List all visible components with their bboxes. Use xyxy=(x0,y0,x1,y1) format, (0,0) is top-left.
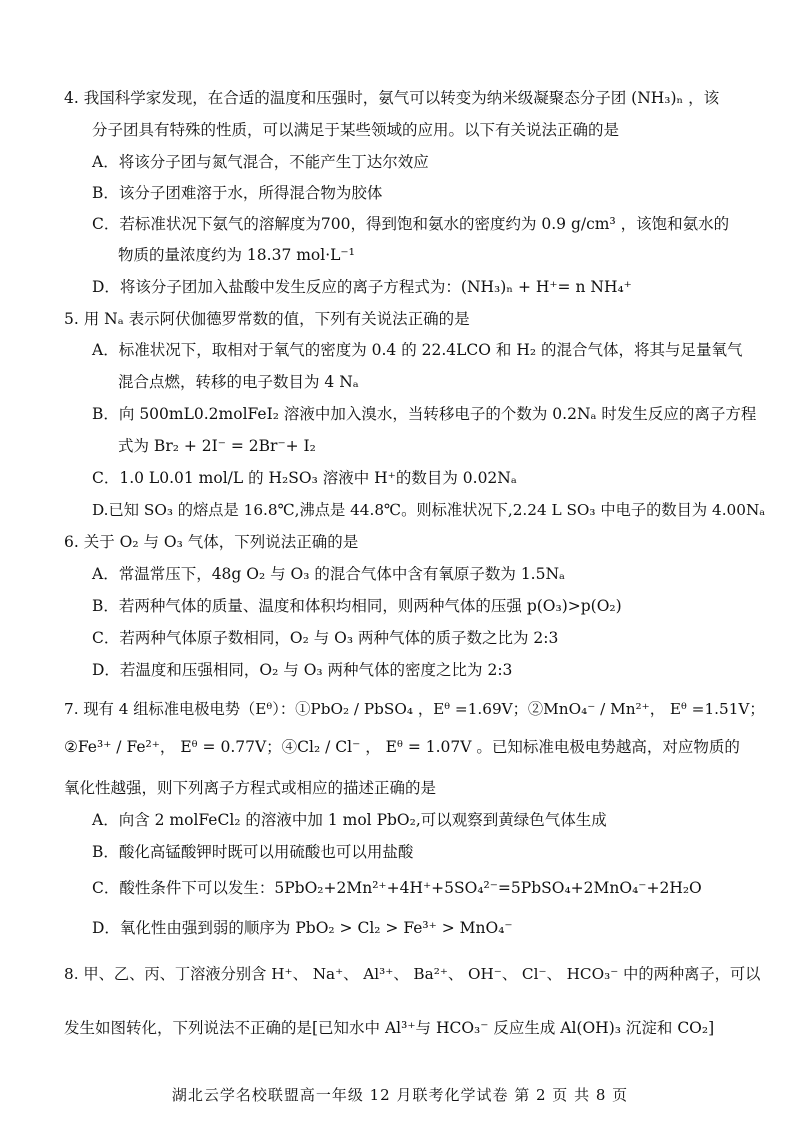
q5-option-a-line2: 混合点燃，转移的电子数目为 4 Nₐ xyxy=(118,373,359,391)
q5-stem: 5. 用 Nₐ 表示阿伏伽德罗常数的值，下列有关说法正确的是 xyxy=(64,310,470,328)
q5-option-a-line1: A．标准状况下，取相对于氧气的密度为 0.4 的 22.4LCO 和 H₂ 的混合气体，将其与足量氧气 xyxy=(92,341,743,359)
q4-stem-line1: 4. 我国科学家发现，在合适的温度和压强时，氨气可以转变为纳米级凝聚态分子团 (NH₃)ₙ ，该 xyxy=(64,89,720,107)
q6-option-c: C．若两种气体原子数相同，O₂ 与 O₃ 两种气体的质子数之比为 2:3 xyxy=(92,629,559,647)
q7-option-a: A．向含 2 molFeCl₂ 的溶液中加 1 mol PbO₂,可以观察到黄绿色气体生成 xyxy=(92,811,607,829)
q4-option-a: A．将该分子团与氮气混合，不能产生丁达尔效应 xyxy=(92,153,429,171)
q4-option-c-line1: C．若标准状况下氨气的溶解度为700，得到饱和氨水的密度约为 0.9 g/cm³ ，该饱和氨水的 xyxy=(92,215,730,233)
page-footer: 湖北云学名校联盟高一年级 12 月联考化学试卷 第 2 页 共 8 页 xyxy=(171,1086,629,1104)
q7-stem-line2: ②Fe³⁺ / Fe²⁺， Eᶿ = 0.77V；④Cl₂ / Cl⁻ ， Eᶿ = 1.07V 。已知标准电极电势越高，对应物质的 xyxy=(64,738,740,756)
q7-option-c: C．酸性条件下可以发生：5PbO₂+2Mn²⁺+4H⁺+5SO₄²⁻=5PbSO₄+2MnO₄⁻+2H₂O xyxy=(92,879,702,897)
q5-option-b-line2: 式为 Br₂ + 2I⁻ = 2Br⁻+ I₂ xyxy=(118,437,316,455)
q6-option-b: B．若两种气体的质量、温度和体积均相同，则两种气体的压强 p(O₃)>p(O₂) xyxy=(92,597,622,615)
q6-stem: 6. 关于 O₂ 与 O₃ 气体，下列说法正确的是 xyxy=(64,533,359,551)
q5-option-c: C．1.0 L0.01 mol/L 的 H₂SO₃ 溶液中 H⁺的数目为 0.02Nₐ xyxy=(92,469,517,487)
q4-option-d: D．将该分子团加入盐酸中发生反应的离子方程式为：(NH₃)ₙ + H⁺= n NH₄⁺ xyxy=(92,278,632,296)
q8-stem-line1: 8. 甲、乙、丙、丁溶液分别含 H⁺、 Na⁺、 Al³⁺、 Ba²⁺、 OH⁻、 Cl⁻、 HCO₃⁻ 中的两种离子，可以 xyxy=(64,965,761,983)
q4-option-c-line2: 物质的量浓度约为 18.37 mol·L⁻¹ xyxy=(118,246,355,264)
q7-stem-line1: 7. 现有 4 组标准电极电势（Eᶿ）：①PbO₂ / PbSO₄ ，Eᶿ =1.69V；②MnO₄⁻ / Mn²⁺， Eᶿ =1.51V； xyxy=(64,700,765,718)
q6-option-d: D．若温度和压强相同，O₂ 与 O₃ 两种气体的密度之比为 2:3 xyxy=(92,661,513,679)
q5-option-d: D.已知 SO₃ 的熔点是 16.8℃,沸点是 44.8℃。则标准状况下,2.24 L SO₃ 中电子的数目为 4.00Nₐ xyxy=(92,501,766,519)
q5-option-b-line1: B．向 500mL0.2molFeI₂ 溶液中加入溴水，当转移电子的个数为 0.2Nₐ 时发生反应的离子方程 xyxy=(92,405,757,423)
q4-option-b: B．该分子团难溶于水，所得混合物为胶体 xyxy=(92,184,383,202)
q6-option-a: A．常温常压下，48g O₂ 与 O₃ 的混合气体中含有氧原子数为 1.5Nₐ xyxy=(92,565,566,583)
q4-stem-line2: 分子团具有特殊的性质，可以满足于某些领域的应用。以下有关说法正确的是 xyxy=(92,121,620,139)
q8-stem-line2: 发生如图转化，下列说法不正确的是[已知水中 Al³⁺与 HCO₃⁻ 反应生成 Al(OH)₃ 沉淀和 CO₂] xyxy=(64,1019,715,1037)
q7-option-b: B．酸化高锰酸钾时既可以用硫酸也可以用盐酸 xyxy=(92,843,414,861)
q7-option-d: D．氧化性由强到弱的顺序为 PbO₂ > Cl₂ > Fe³⁺ > MnO₄⁻ xyxy=(92,919,513,937)
q7-stem-line3: 氧化性越强，则下列离子方程式或相应的描述正确的是 xyxy=(64,779,437,797)
